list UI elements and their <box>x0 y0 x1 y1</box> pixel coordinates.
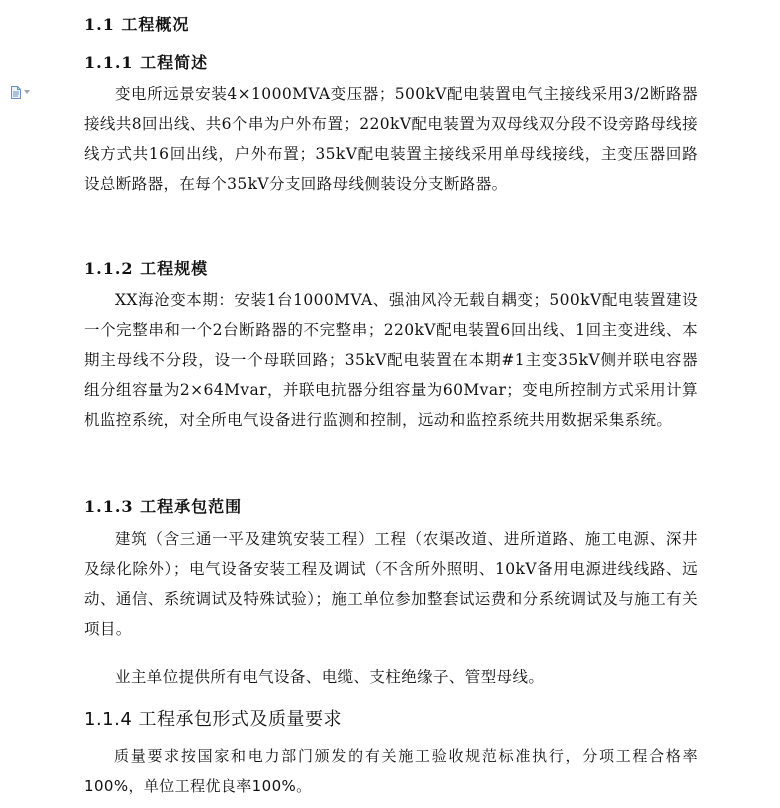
chevron-down-icon <box>24 90 30 94</box>
paragraph-quality-requirements: 质量要求按国家和电力部门颁发的有关施工验收规范标准执行，分项工程合格率100%，单位工程优良率100%。 <box>84 747 698 795</box>
paragraph-owner-supply: 业主单位提供所有电气设备、电缆、支柱绝缘子、管型母线。 <box>115 668 545 686</box>
section-heading-1-1-1: 1.1.1 工程简述 <box>84 53 209 72</box>
section-heading-1-1: 1.1 工程概况 <box>84 15 190 34</box>
document-icon <box>11 86 21 99</box>
paragraph-project-scale: XX海沧变本期：安装1台1000MVA、强油风冷无载自耦变；500kV配电装置建设一个完整串和一个2台断路器的不完整串；220kV配电装置6回出线、1回主变进线、本期主母线不分段，设一个母联回路；35kV配电装置在本期#1主变35kV侧并联电容器组分组容量为2×64Mvar，并联电抗器分组容量为60Mvar；变电所控制方式采用计算机监控系统，对全所电气设备进行监测和控制，远动和监控系统共用数据采集系统。 <box>84 291 698 429</box>
paragraph-project-overview: 变电所远景安装4×1000MVA变压器；500kV配电装置电气主接线采用3/2断路器接线共8回出线、共6个串为户外布置；220kV配电装置为双母线双分段不设旁路母线接线方式共16回出线，户外布置；35kV配电装置主接线采用单母线接线，主变压器回路设总断路器，在每个35kV分支回路母线侧装设分支断路器。 <box>84 85 698 193</box>
section-heading-1-1-3: 1.1.3 工程承包范围 <box>84 497 243 516</box>
section-heading-1-1-4: 1.1.4 工程承包形式及质量要求 <box>84 709 343 730</box>
section-heading-1-1-2: 1.1.2 工程规模 <box>84 259 209 278</box>
paragraph-menu-button[interactable] <box>11 85 37 99</box>
paragraph-contract-scope: 建筑（含三通一平及建筑安装工程）工程（农渠改道、进所道路、施工电源、深井及绿化除外）；电气设备安装工程及调试（不含所外照明、10kV备用电源进线线路、远动、通信、系统调试及特殊试验）；施工单位参加整套试运费和分系统调试及与施工有关项目。 <box>84 530 698 638</box>
